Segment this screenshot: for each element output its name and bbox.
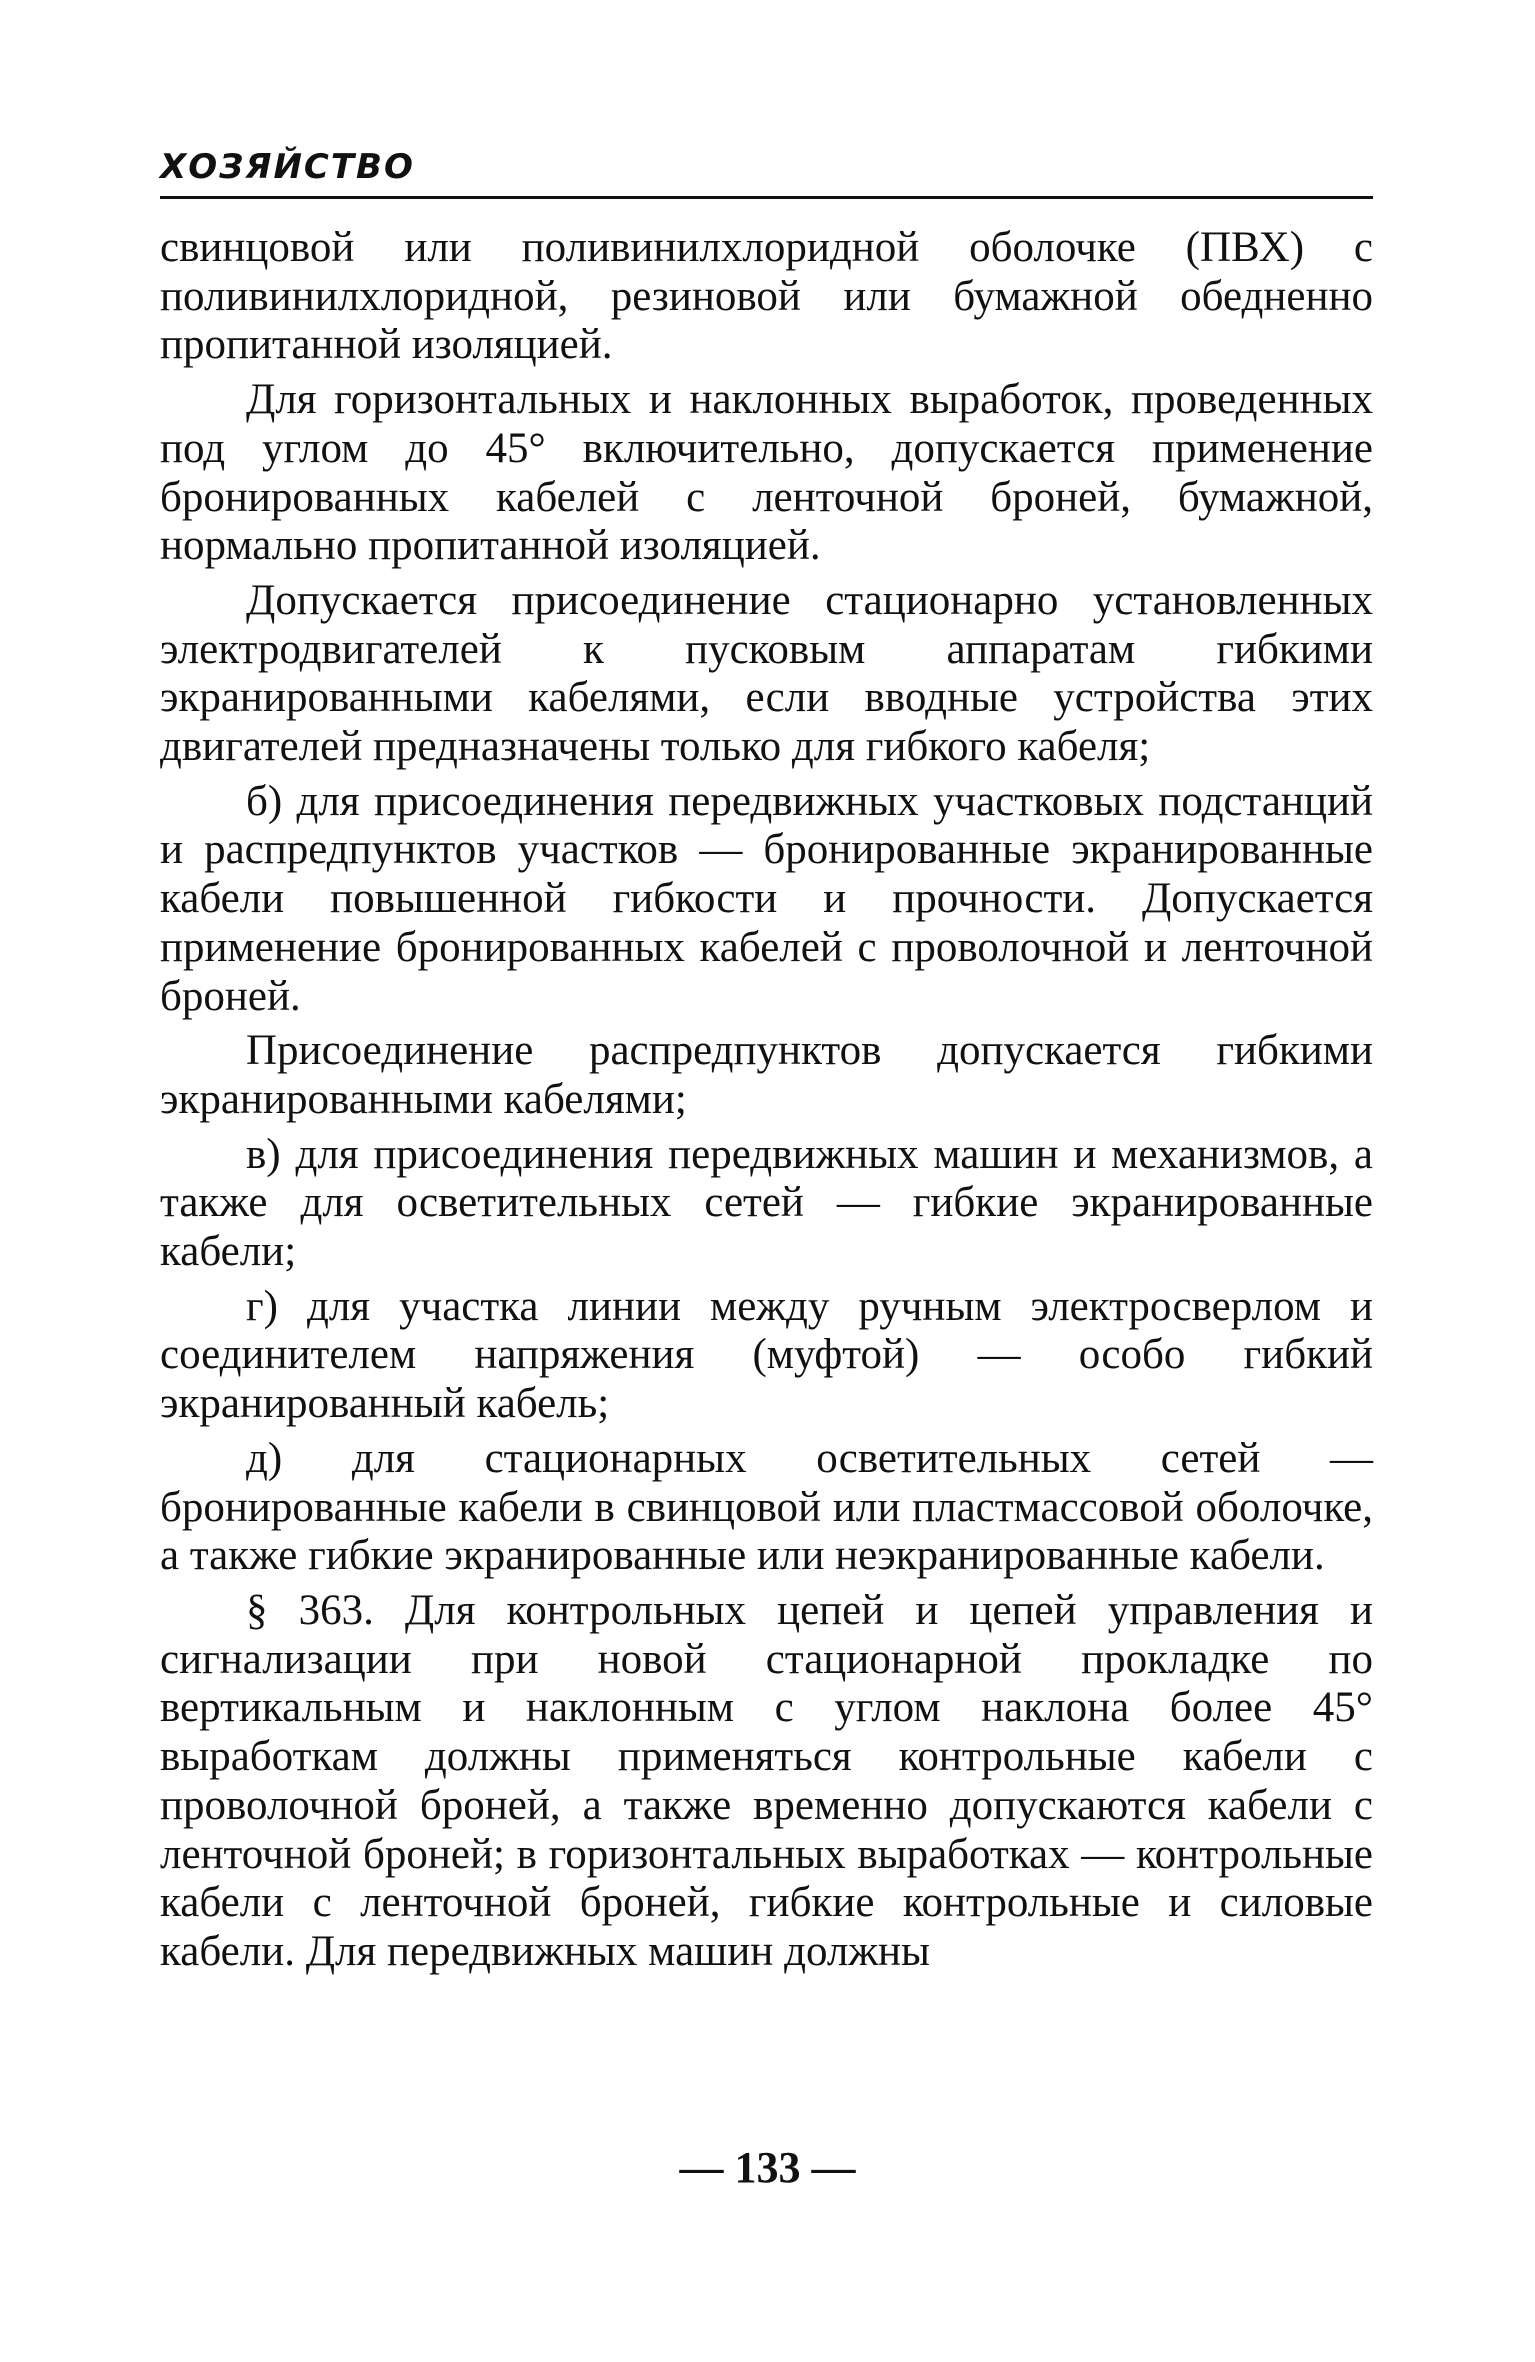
paragraph-item-v: в) для присоединения передвижных машин и механизмов, а также для осветительных сетей — гибкие экранированные кабели; [160,1130,1373,1276]
running-header: ХОЗЯЙСТВО [160,147,415,187]
paragraph-item-b: б) для присоединения передвижных участковых подстанций и распредпунктов участков — бронированные экранированные кабели повышенной гибкости и прочности. Допускается применение бронированных кабелей с проволочной и ленточной броней. [160,777,1373,1020]
paragraph-item-g: г) для участка линии между ручным электросверлом и соединителем напряжения (муфтой) — особо гибкий экранированный кабель; [160,1282,1373,1428]
paragraph: Присоединение распредпунктов допускается гибкими экранированными кабелями; [160,1027,1373,1123]
paragraph-continued: свинцовой или поливинилхлоридной оболочке (ПВХ) с поливинилхлоридной, резиновой или бумажной обедненно пропитанной изоляцией. [160,224,1373,369]
paragraph: Для горизонтальных и наклонных выработок, проведенных под углом до 45° включительно, допускается применение бронированных кабелей с ленточной броней, бумажной, нормально пропитанной изоляцией. [160,376,1373,570]
paragraph: Допускается присоединение стационарно установленных электродвигателей к пусковым аппаратам гибкими экранированными кабелями, если вводные устройства этих двигателей предназначены только для гибкого кабеля; [160,576,1373,771]
header-rule [160,196,1373,199]
page-number: — 133 — [679,2143,856,2192]
section-363-paragraph: § 363. Для контрольных цепей и цепей управления и сигнализации при новой стационарной прокладке по вертикальным и наклонным с углом наклона более 45° выработкам должны применяться контрольные кабели с проволочной броней, а также временно допускаются кабели с ленточной броней; в горизонтальных выработках — контрольные кабели с ленточной броней, гибкие контрольные и силовые кабели. Для передвижных машин должны [160,1586,1373,1975]
body-text [160,224,1373,1983]
paragraph-item-d: д) для стационарных осветительных сетей — бронированные кабели в свинцовой или пластмассовой оболочке, а также гибкие экранированные или неэкранированные кабели. [160,1434,1373,1580]
